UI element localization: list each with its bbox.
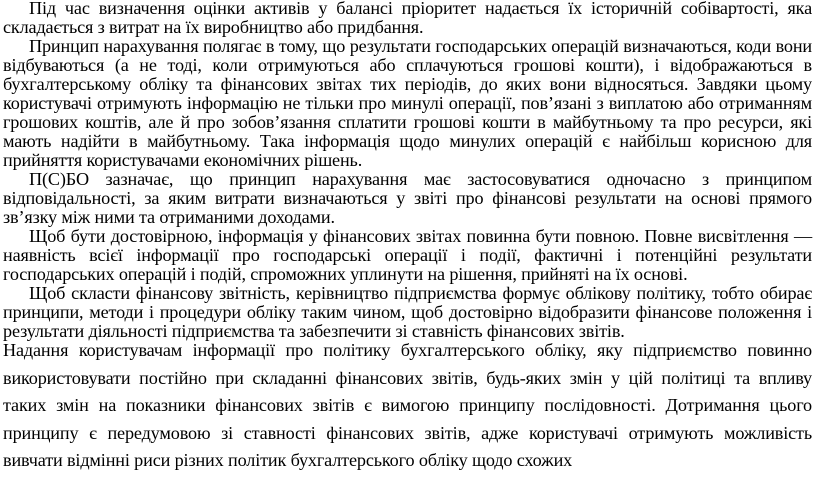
paragraph-consistency-principle [3,341,812,479]
paragraph-full-disclosure: Щоб бути достовірною, інформація у фінансових звітах повинна бути повною. Повне висвітлення — наявність всієї інформації про господарські операції і події, фактичні і потенційні результати господарських операцій і подій, спроможних уплинути на рішення, прийняті на їх основі. [3,226,812,284]
text-line: вивчати відмінні риси різних політик бухгалтерського обліку щодо схожих [3,450,573,470]
text-line: принципу є передумовою зі ставності фінансових звітів, адже користувачі отримують можливість [3,422,812,443]
paragraph-matching-principle: П(С)БО зазначає, що принцип нарахування має застосовуватися одночасно з принципом відповідальності, за яким витрати визначаються у звіті про фінансові результати на основі прямого зв’язку між ними та отриманими доходами. [3,169,812,227]
paragraph-accounting-policy: Щоб скласти фінансову звітність, керівництво підприємства формує облікову політику, тобто обирає принципи, методи і процедури обліку таким чином, щоб достовірно відобразити фінансове положення і результати діяльності підприємства та забезпечити зі ставність фінансових звітів. [3,283,812,341]
text-line: використовувати постійно при складанні фінансових звітів, будь-яких змін у цій політиці та впливу [3,367,812,388]
text-line: Надання користувачам інформації про політику бухгалтерського обліку, яку підприємство повинно [3,340,812,360]
text-line: таких змін на показники фінансових звітів є вимогою принципу послідовності. Дотримання цього [3,395,812,415]
paragraph-accrual-principle: Принцип нарахування полягає в тому, що результати господарських операцій визначаються, коди вони відбуваються (а не тоді, коли отримуються або сплачуються грошові кошти), і відображаються в бухгалтерському обліку та фінансових звітах тих періодів, до яких вони відносяться. Завдяки цьому користувачі отримують інформацію не тільки про минулі операції, пов’язані з виплатою або отриманням грошових коштів, але й про зобов’язання сплатити грошові кошти в майбутньому та про ресурси, які мають надійти в майбутньому. Така інформація щодо минулих операцій є найбільш корисною для прийняття користувачами економічних рішень. [3,36,812,170]
paragraph-historical-cost: Під час визначення оцінки активів у балансі пріоритет надається їх історичній собівартості, яка складається з витрат на їх виробництво або придбання. [3,0,812,37]
